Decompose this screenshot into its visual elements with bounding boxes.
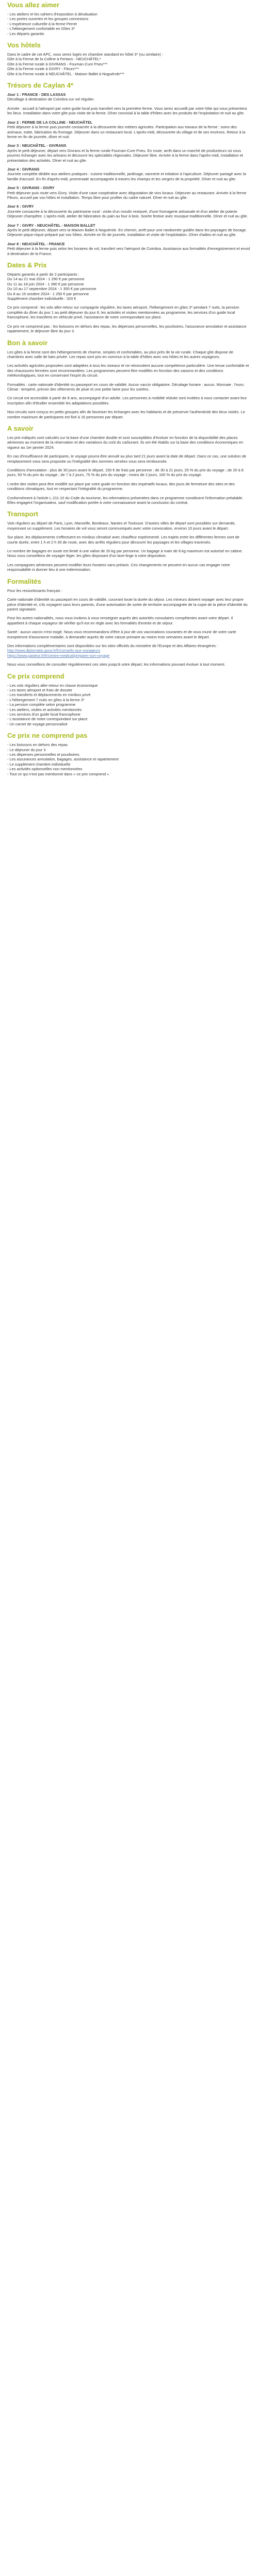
section-comprend <box>7 672 251 727</box>
list-item: - La pension complète selon programme <box>7 702 76 707</box>
day-heading: Jour 1 : FRANCE - DES LASSAS <box>7 92 66 97</box>
list-item: Supplément chambre individuelle : 320 € <box>7 296 76 301</box>
section-title-comprend: Ce prix comprend <box>7 672 64 680</box>
section-title-avoir: A savoir <box>7 424 34 432</box>
paragraph: Après le petit déjeuner, départ vers la Maison Ballet à Noguérole. En chemin, arrêt pour une randonnée guidée dans les paysages de bocage. Déjeuner pique-nique préparé par vos hôtes. Arrivée en fin de journée, installation et visite de l'exploitation. Dîner d'adieu et nuit au gîte. <box>7 228 247 238</box>
paragraph: Les activités agricoles proposées sont adaptées à tous les niveaux et ne nécessitent aucune compétence particulière. Une tenue confortable et des chaussures fermées sont recommandées. Les programmes peuvent être modifiés en fonction des saisons et des conditions météorologiques, tout en conservant l'esprit du circuit. <box>7 363 249 378</box>
diplomatie-link[interactable]: http://www.diplomatie.gouv.fr/fr/conseils-aux-voyageurs <box>7 648 101 653</box>
list-item: - Les départs garantis <box>7 31 44 36</box>
section-intro <box>7 1 251 36</box>
paragraph: Nos circuits sont conçus en petits groupes afin de favoriser les échanges avec les habitants et de préserver l'authenticité des lieux visités. Le nombre maximum de participants est fixé à 16 personnes par départ. <box>7 410 245 419</box>
section-transport <box>7 510 251 572</box>
paragraph: Les compagnies aériennes peuvent modifier leurs horaires sans préavis. Ces changements ne peuvent en aucun cas engager notre responsabilité ni donner lieu à une indemnisation. <box>7 562 230 572</box>
paragraph: Des informations complémentaires sont disponibles sur les sites officiels du ministère de l'Europe et des Affaires étrangères : <box>7 643 218 648</box>
day-heading: Jour 2 : FERME DE LA COLLINE - NEUCHÂTEL <box>7 120 93 125</box>
list-item: - Le déjeuner du jour 3 <box>7 747 46 752</box>
list-item: Gîte à la Ferme rurale à GIVRANS - Fournan-Cure Pneu*** <box>7 61 108 66</box>
list-item: Du 11 au 18 juin 2024 - 1 390 € par personne <box>7 281 84 286</box>
list-item: Du 8 au 15 octobre 2024 - 1 250 € par personne <box>7 291 89 296</box>
paragraph: En cas d'insuffisance de participants, le voyage pourra être annulé au plus tard 21 jours avant la date de départ. Dans ce cas, une solution de remplacement vous sera proposée ou l'intégralité des sommes versées vous sera remboursée. <box>7 454 247 464</box>
list-item: - Les boissons en dehors des repas <box>7 742 68 748</box>
section-avoir <box>7 425 251 505</box>
paragraph: Après le petit déjeuner, départ vers Givrans et la ferme rurale Fournan-Cure Pneu. En route, arrêt dans un marché de producteurs où vous pourrez échanger avec les artisans et découvrir les spécialités régionales. Déjeuner libre. Arrivée à la ferme dans l'après-midi, installation et présentation des activités. Dîner et nuit au gîte. <box>7 148 243 163</box>
section-bon <box>7 339 251 419</box>
list-item: - Les ateliers, visites et activités mentionnés <box>7 707 82 712</box>
list-item: - Un carnet de voyage personnalisé <box>7 721 68 726</box>
paragraph: Le nombre de bagages en soute est limité à une valise de 20 kg par personne. Un bagage à main de 8 kg maximum est autorisé en cabine. Nous vous conseillons de voyager léger, les gîtes disposant d'un lave-linge à votre disposition. <box>7 549 243 558</box>
section-title-transport: Transport <box>7 510 38 518</box>
list-item: - Les portes ouvertes et les groupes connexions <box>7 16 89 22</box>
list-item: - Les vols réguliers aller-retour en classe économique <box>7 683 98 688</box>
paragraph: Formalités : carte nationale d'identité ou passeport en cours de validité. Aucun vaccin obligatoire. Décalage horaire : aucun. Monnaie : l'euro. Climat : tempéré, prévoir des vêtements de pluie et une petite laine pour les soirées. <box>7 382 245 392</box>
paragraph: Petit déjeuner à la ferme puis selon les horaires de vol, transfert vers l'aéroport de Coimbra. Assistance aux formalités d'enregistrement et envol à destination de la France. <box>7 246 250 256</box>
day-heading: Jour 8 : NEUCHÂTEL - FRANCE <box>7 241 65 246</box>
paragraph: Arrivée : accueil à l'aéroport par votre guide local puis transfert vers la première ferme. Vous serez accueilli par votre hôte qui vous présentera les lieux. Installation dans votre gîte puis visite de la ferme. Dîner convivial à la table d'hôtes avec les produits de l'exploitation et nuit au gîte. <box>7 106 247 116</box>
paragraph: Les prix indiqués sont calculés sur la base d'une chambre double et sont susceptibles d'évoluer en fonction de la disponibilité des places aériennes au moment de la réservation et des variations du coût du carburant. Ils ont été établis sur la base des conditions économiques en vigueur au 1er janvier 2024. <box>7 435 244 450</box>
formalites-links <box>7 648 251 658</box>
list-item: - L'expérience culturelle à la ferme Perret <box>7 21 77 26</box>
section-title-vols: Vos hôtels <box>7 41 41 49</box>
dates-list <box>7 277 251 301</box>
list-item: - Les activités optionnelles non mentionnées <box>7 767 83 772</box>
section-title-tresors: Trésors de Caylan 4* <box>7 81 73 90</box>
section-title-formalites: Formalités <box>7 577 41 585</box>
comprend-list <box>7 683 251 727</box>
list-item: Gîte à la Ferme rurale à NEUCHÂTEL - Maison Ballet à Noguérole*** <box>7 71 124 76</box>
vols-intro: Dans le cadre de cet APC, vous serez logés en chambre standard en hôtel 3* (ou similaire) : <box>7 52 163 57</box>
paragraph: L'ordre des visites peut être modifié sur place par votre guide en fonction des impératifs locaux, des jours de fermeture des sites et des conditions climatiques, tout en respectant l'intégralité du programme. <box>7 481 235 492</box>
day-heading: Jour 5 : GIVRANS - GIVRY <box>7 185 55 191</box>
paragraph: Petit déjeuner à la ferme puis journée consacrée à la découverte des métiers agricoles. Participation aux travaux de la ferme : soins des animaux, traite, fabrication du fromage. Déjeuner dans un restaurant local. L'après-midi, découverte du village et de ses environs. Retour à la ferme en fin de journée, dîner et nuit. <box>7 125 246 139</box>
section-title-dates: Dates & Prix <box>7 261 47 269</box>
list-item: Du 10 au 17 septembre 2024 - 1 350 € par personne <box>7 286 96 292</box>
list-item: - Les services d'un guide local francophone <box>7 712 80 717</box>
day-heading: Jour 4 : GIVRANS <box>7 166 40 172</box>
section-tresors <box>7 81 251 256</box>
paragraph: Journée complète dédiée aux ateliers pratiques : cuisine traditionnelle, jardinage, vannerie et initiation à l'apiculture. Déjeuner partagé avec la famille d'accueil. En fin d'après-midi, promenade accompagnée à travers les champs et les vergers de la propriété. Dîner et nuit au gîte. <box>7 172 246 181</box>
day-heading: Jour 6 : GIVRY <box>7 204 34 209</box>
intro-list <box>7 12 251 36</box>
section-title-intro: Vous allez aimer <box>7 1 59 9</box>
list-item: - L'assistance de notre correspondant sur place <box>7 717 88 722</box>
paragraph: Vols réguliers au départ de Paris, Lyon, Marseille, Bordeaux, Nantes et Toulouse. D'autres villes de départ sont possibles sur demande, moyennant un supplément. Les horaires de vol vous seront communiqués avec votre convocation, environ 10 jours avant le départ. <box>7 521 236 531</box>
paragraph: Ce circuit est accessible à partir de 8 ans, accompagné d'un adulte. Les personnes à mobilité réduite sont invitées à nous contacter avant leur inscription afin d'étudier ensemble les adaptations possibles. <box>7 396 247 405</box>
vols-list <box>7 57 251 76</box>
section-dates <box>7 261 251 333</box>
section-title-bon: Bon à savoir <box>7 338 48 347</box>
list-item: - L'hébergement 7 nuits en gîtes à la ferme 3* <box>7 697 85 702</box>
section-vols <box>7 41 251 76</box>
formalites-intro: Pour les ressortissants français : <box>7 588 62 593</box>
list-item: Du 14 au 21 mai 2024 - 1 290 € par personne <box>7 277 85 282</box>
paragraph: Les gîtes à la ferme sont des hébergements de charme, simples et confortables, au plus près de la vie rurale. Chaque gîte dispose de chambres avec salle de bain privée. Les repas sont pris en commun à la table d'hôtes avec vos hôtes et les autres voyageurs. <box>7 349 233 359</box>
paragraph: Petit déjeuner puis route vers Givry. Visite d'une cave coopérative avec dégustation de vins locaux. Déjeuner au restaurant. Arrivée à la ferme Fleurs, accueil par vos hôtes et installation. Temps libre pour profiter du cadre naturel. Dîner et nuit au gîte. <box>7 190 247 200</box>
paragraph: Conformément à l'article L.211-10 du Code du tourisme, les informations présentées dans ce programme constituent l'information préalable. Elles engagent l'organisateur, sauf modification portée à votre connaissance avant la conclusion du contrat. <box>7 495 244 505</box>
list-item: - Le supplément chambre individuelle <box>7 761 71 767</box>
list-item: Gîte à la Ferme de la Colline à Fertans - NEUCHÂTEL* <box>7 57 101 62</box>
noncomprend-list <box>7 742 251 776</box>
section-noncomprend <box>7 732 251 776</box>
pasteur-link[interactable]: https://www.pasteur.fr/fr/centre-medical/preparer-son-voyage <box>7 653 110 658</box>
list-item: - Les assurances annulation, bagages, assistance et rapatriement <box>7 757 119 762</box>
paragraph: Sur place, les déplacements s'effectuent en minibus climatisé avec chauffeur expérimenté. Les trajets entre les différentes fermes sont de courte durée, entre 1 h et 2 h 30 de route, avec des arrêts réguliers pour découvrir les paysages et les villages traversés. <box>7 535 240 545</box>
paragraph: Conditions d'annulation : plus de 30 jours avant le départ, 150 € de frais par personne ; de 30 à 21 jours, 25 % du prix du voyage ; de 20 à 8 jours, 50 % du prix du voyage ; de 7 à 2 jours, 75 % du prix du voyage ; moins de 2 jours, 100 % du prix du voyage. <box>7 468 244 478</box>
list-item: - Les dépenses personnelles et pourboires <box>7 752 79 757</box>
formalites-outro: Nous vous conseillons de consulter régulièrement ces sites jusqu'à votre départ, les informations pouvant évoluer à tout moment. <box>7 662 225 667</box>
day-heading: Jour 7 : GIVRY - NEUCHÂTEL - MAISON BALLET <box>7 223 95 228</box>
list-item: - Les transferts et déplacements en minibus privé <box>7 692 91 698</box>
paragraph: Pour les autres nationalités, nous vous invitons à vous renseigner auprès des autorités consulaires compétentes avant votre départ. Il appartient à chaque voyageur de vérifier qu'il est en règle avec les formalités d'entrée et de séjour. <box>7 616 233 625</box>
day-heading: Jour 3 : NEUCHÂTEL - GIVRANS <box>7 143 67 148</box>
paragraph: Décollage à destination de Coimbra sur vol régulier. <box>7 97 95 102</box>
list-item: - L'hébergement confortable en Gîtes 3* <box>7 26 75 31</box>
paragraph: Ce prix ne comprend pas : les boissons en dehors des repas, les dépenses personnelles, les pourboires, l'assurance annulation et assistance rapatriement, le déjeuner libre du jour 3. <box>7 324 247 334</box>
list-item: Gîte à la Ferme rurale à GIVRY - Fleurs*** <box>7 66 79 72</box>
list-item: - Les ateliers et les cahiers d'exposition à dévaluation <box>7 12 98 16</box>
paragraph: Journée consacrée à la découverte du patrimoine rural : visite d'un moulin restauré, d'une fromagerie artisanale et d'un atelier de poterie. Déjeuner champêtre. L'après-midi, atelier de fabrication du pain au four à bois. Soirée festive avec musique traditionnelle. Dîner et nuit au gîte. <box>7 209 248 219</box>
paragraph: Santé : aucun vaccin n'est exigé. Nous vous recommandons d'être à jour de vos vaccinations courantes et de vous munir de votre carte européenne d'assurance maladie, à demander auprès de votre caisse primaire au moins trois semaines avant le départ. <box>7 630 236 639</box>
section-formalites <box>7 578 251 667</box>
list-item: - Tout ce qui n'est pas mentionné dans « ce prix comprend » <box>7 771 109 776</box>
document-page <box>0 0 258 785</box>
dates-intro: Départs garantis à partir de 2 participants : <box>7 272 79 277</box>
paragraph: Carte nationale d'identité ou passeport en cours de validité, couvrant toute la durée du séjour. Les mineurs doivent voyager avec leur propre pièce d'identité et, s'ils voyagent sans leurs parents, d'une autorisation de sortie de territoire accompagnée de la copie de la pièce d'identité du parent signataire. <box>7 597 248 612</box>
paragraph: Ce prix comprend : les vols aller-retour sur compagnie régulière, les taxes aéroport, l'hébergement en gîtes 3* pendant 7 nuits, la pension complète du dîner du jour 1 au petit déjeuner du jour 8, les activités et visites mentionnées au programme, les services d'un guide local francophone, les transferts en véhicule privé, l'assistance de notre correspondant sur place. <box>7 305 239 320</box>
list-item: - Les taxes aéroport et frais de dossier <box>7 687 73 692</box>
section-title-noncomprend: Ce prix ne comprend pas <box>7 732 88 740</box>
